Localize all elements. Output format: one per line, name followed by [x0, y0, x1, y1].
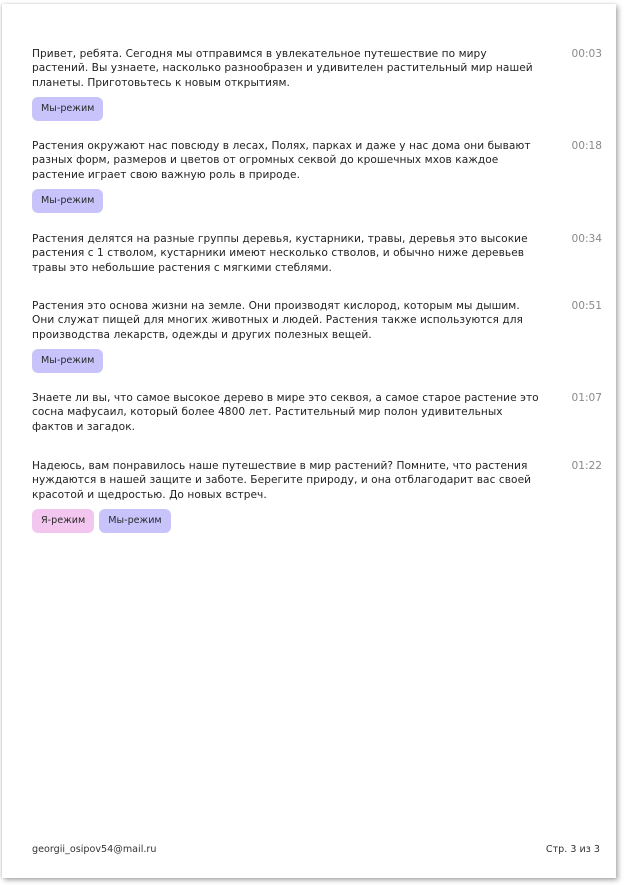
we-mode-tag[interactable]: Мы-режим — [32, 349, 103, 373]
segment-timestamp[interactable]: 00:18 — [571, 140, 602, 152]
transcript-segment — [32, 391, 602, 434]
segment-text: Растения делятся на разные группы деревья, кустарники, травы, деревья это высокие растения с 1 стволом, кустарники имеют несколько стволов, и обычно ниже деревьев травы это небольшие растения с мягкими стеблями. — [32, 233, 528, 274]
segment-timestamp[interactable]: 00:03 — [571, 48, 602, 60]
segment-text: Растения это основа жизни на земле. Они производят кислород, которым мы дышим. Они служат пищей для многих животных и людей. Растения также используются для производства лекарств, одежды и других полезных вещей. — [32, 300, 523, 341]
segment-tags — [32, 97, 602, 121]
i-mode-tag[interactable]: Я-режим — [32, 509, 94, 533]
transcript-segment — [32, 299, 602, 373]
segment-tags — [32, 509, 602, 533]
we-mode-tag[interactable]: Мы-режим — [32, 97, 103, 121]
segment-text: Привет, ребята. Сегодня мы отправимся в увлекательное путешествие по миру растений. Вы узнаете, насколько разнообразен и удивителен растительный мир нашей планеты. Приготовьтесь к новым открытиям. — [32, 48, 533, 89]
segment-timestamp[interactable]: 00:34 — [571, 233, 602, 245]
we-mode-tag[interactable]: Мы-режим — [32, 189, 103, 213]
transcript-segment — [32, 459, 602, 533]
segment-text: Знаете ли вы, что самое высокое дерево в мире это секвоя, а самое старое растение это сосна мафусаил, который более 4800 лет. Растительный мир полон удивительных фактов и загадок. — [32, 392, 539, 433]
footer-email: georgii_osipov54@mail.ru — [32, 844, 157, 855]
segment-timestamp[interactable]: 00:51 — [571, 300, 602, 312]
segment-timestamp[interactable]: 01:22 — [571, 460, 602, 472]
segment-text: Надеюсь, вам понравилось наше путешествие в мир растений? Помните, что растения нуждаются в нашей защите и заботе. Берегите природу, и она отблагодарит вас своей красотой и щедростью. До новых встреч. — [32, 460, 532, 501]
segment-tags — [32, 189, 602, 213]
transcript-segment — [32, 139, 602, 213]
we-mode-tag[interactable]: Мы-режим — [99, 509, 170, 533]
page-number: Стр. 3 из 3 — [545, 844, 600, 855]
segment-tags — [32, 349, 602, 373]
transcript-segment — [32, 47, 602, 121]
transcript-segment — [32, 232, 602, 275]
document-page — [2, 4, 616, 878]
segment-text: Растения окружают нас повсюду в лесах, Полях, парках и даже у нас дома они бывают разных форм, размеров и цветов от огромных секвой до крошечных мхов каждое растение играет свою важную роль в природе. — [32, 140, 531, 181]
segment-timestamp[interactable]: 01:07 — [571, 392, 602, 404]
